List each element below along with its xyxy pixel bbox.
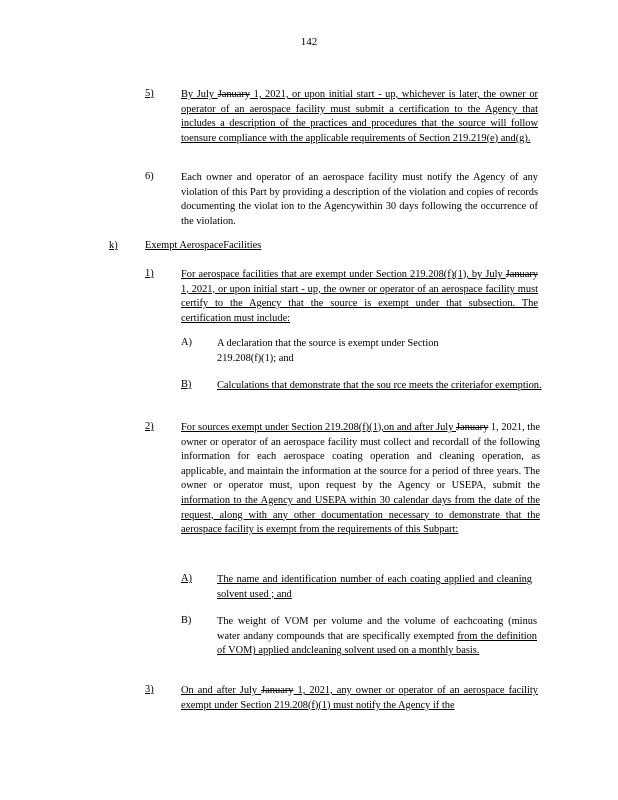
item-k1b-label: B) xyxy=(181,379,192,390)
item-k1-text-body: 1, 2021, or upon initial start - up, the owner or operator of an aerospace facility must certify to the Agency that the source is exempt under that subsection. The certification must include: xyxy=(181,283,538,324)
item-k1-struck-word: January xyxy=(505,269,538,280)
item-k2-text-body: information to the Agency and USEPA within 30 calendar days from the date of the request, along with any other documentation necessary to demonstrate that the aerospace facility is exempt from the requirements of this Subpart: xyxy=(181,494,540,536)
item-k2b-label: B) xyxy=(181,615,192,626)
page-number: 142 xyxy=(300,36,318,48)
item-k1b-text: Calculations that demonstrate that the sou rce meets the criteriafor exemption. xyxy=(217,380,542,391)
item-6-label: 6) xyxy=(145,171,154,182)
item-k-label: k) xyxy=(109,240,118,251)
item-k2b-text xyxy=(217,615,537,659)
item-k2-label: 2) xyxy=(145,421,154,432)
item-k1-text xyxy=(181,268,538,326)
item-k2b-text-body: from the definition of VOM) applied andcleaning solvent used on a monthly basis. xyxy=(217,630,537,657)
item-5-struck-word: January xyxy=(217,89,251,100)
item-k2-text-middle: 1, 2021, the owner or operator of an aerospace facility must collect and recordall of the following information for each aerospace coating operation and cleaning operation, as applicable, and maintain the information at the source for a period of three years. The owner or operator must, upon request by the Agency or USEPA, submit the xyxy=(181,422,540,492)
item-6-text: Each owner and operator of an aerospace facility must notify the Agency of any violation of this Part by providing a description of the violation and copies of records documenting the violat ion to the Agencywithin 30 days following the occurrence of the violation. xyxy=(181,172,538,227)
item-k3-text-body: 1, 2021, any owner or operator of an aerospace facility exempt under Section 219.208(f)(1) must notify the Agency if the xyxy=(181,685,538,711)
item-k3-text-prefix: On and after July xyxy=(181,685,262,696)
item-k2-struck-word: January xyxy=(456,422,489,433)
item-5-text xyxy=(181,88,538,146)
item-5-text-body: 1, 2021, or upon initial start - up, whichever is later, the owner or operator of an aerospace facility must submit a certification to the Agency that includes a description of the practices and procedures that the source will follow toensure compliance with the applicable requirements of Section 219.219(e) and(g). xyxy=(181,89,538,144)
item-k2-text xyxy=(181,421,540,538)
item-k-title: Exempt AerospaceFacilities xyxy=(145,240,262,251)
item-k2a-label: A) xyxy=(181,573,192,584)
item-5-label: 5) xyxy=(145,88,154,99)
item-k2b-text-prefix: The weight of VOM per volume and the volume of eachcoating (minus water andany compounds that are specifically exempted xyxy=(217,616,537,642)
item-k3-struck-word: January xyxy=(261,685,294,696)
item-k3-label: 3) xyxy=(145,684,154,695)
item-k2-text-prefix: For sources exempt under Section 219.208(f)(1),on and after July xyxy=(181,422,456,433)
item-k1a-label: A) xyxy=(181,337,192,348)
item-k3-text xyxy=(181,684,538,713)
item-k1-label: 1) xyxy=(145,268,154,279)
item-k1a-text: A declaration that the source is exempt under Section 219.208(f)(1); and xyxy=(217,338,439,364)
item-k1-text-prefix: For aerospace facilities that are exempt under Section 219.208(f)(1), by July xyxy=(181,269,506,280)
item-k2a-text: The name and identification number of each coating applied and cleaning solvent used ; and xyxy=(217,574,532,600)
item-5-text-prefix: By July xyxy=(181,89,218,100)
